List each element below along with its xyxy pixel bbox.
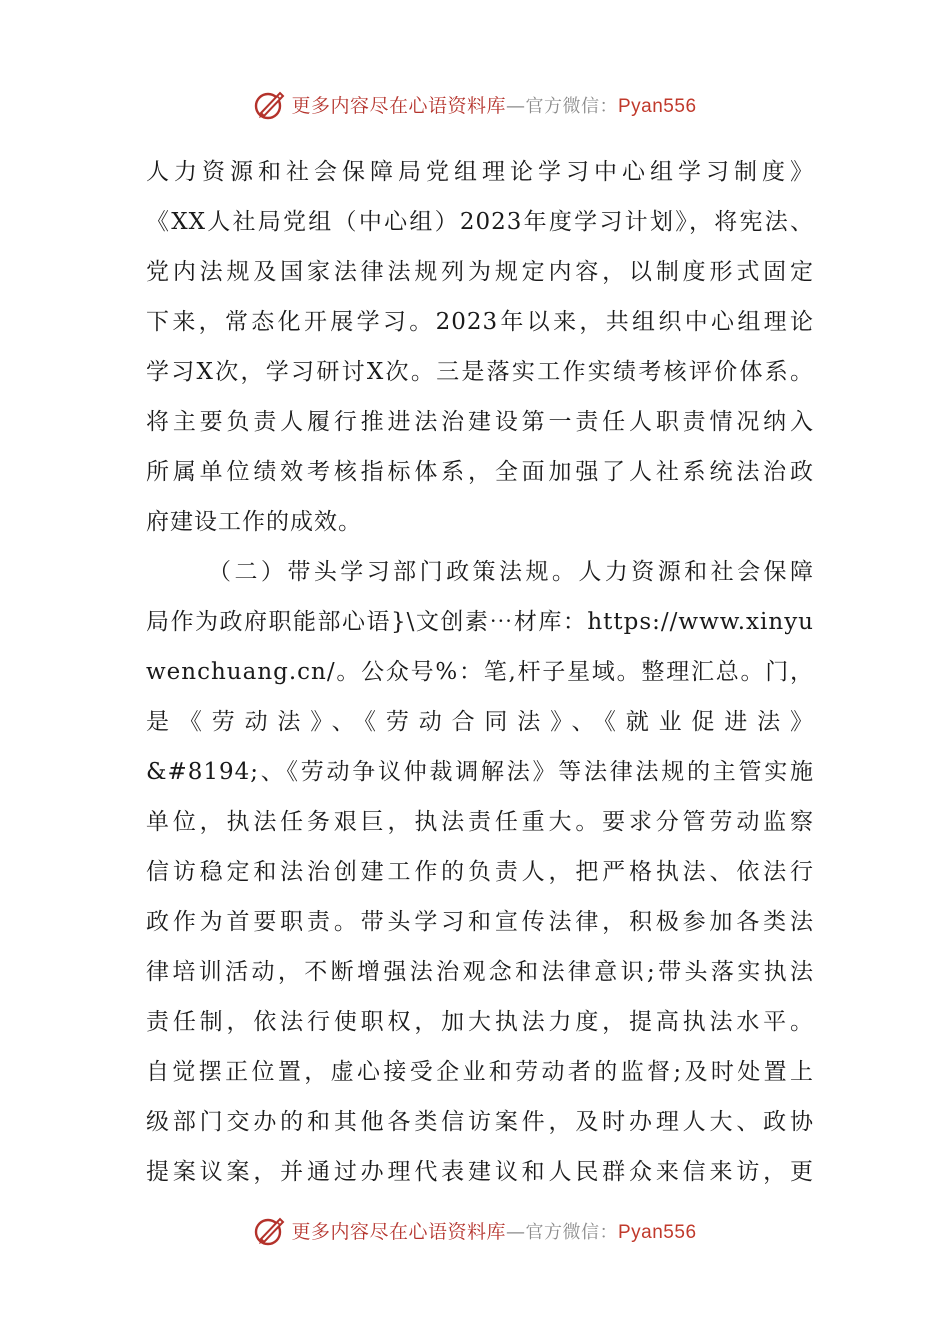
watermark-official-text: 官方微信： bbox=[525, 95, 618, 117]
text-line: 党内法规及国家法律法规列为规定内容，以制度形式固定 bbox=[146, 259, 814, 285]
watermark-dash: — bbox=[506, 94, 526, 117]
watermark-wechat-id: Pyan556 bbox=[618, 95, 697, 117]
text-line: 单位，执法任务艰巨，执法责任重大。要求分管劳动监察 bbox=[146, 809, 814, 835]
text-line: 律培训活动，不断增强法治观念和法律意识;带头落实执法 bbox=[146, 959, 814, 985]
watermark-wechat-id: Pyan556 bbox=[618, 1221, 697, 1243]
document-body bbox=[146, 150, 814, 1200]
text-line: 人力资源和社会保障局党组理论学习中心组学习制度》 bbox=[146, 159, 814, 185]
text-line: wenchuang.cn/。公众号%：笔,杆子星域。整理汇总。门， bbox=[146, 659, 814, 685]
text-line: 府建设工作的成效。 bbox=[146, 509, 362, 535]
text-line: （二）带头学习部门政策法规。人力资源和社会保障 bbox=[208, 559, 814, 585]
text-line: 学习X次，学习研讨X次。三是落实工作实绩考核评价体系。 bbox=[146, 359, 814, 385]
text-line: 将主要负责人履行推进法治建设第一责任人职责情况纳入 bbox=[146, 409, 814, 435]
text-line: &#8194;、《劳动争议仲裁调解法》等法律法规的主管实施 bbox=[146, 759, 814, 785]
text-line: 级部门交办的和其他各类信访案件，及时办理人大、政协 bbox=[146, 1109, 814, 1135]
watermark-dash: — bbox=[506, 1220, 526, 1243]
text-line: 责任制，依法行使职权，加大执法力度，提高执法水平。 bbox=[146, 1009, 814, 1035]
text-line: 下来，常态化开展学习。2023年以来，共组织中心组理论 bbox=[146, 309, 814, 335]
text-line: 所属单位绩效考核指标体系，全面加强了人社系统法治政 bbox=[146, 459, 814, 485]
watermark-text bbox=[291, 91, 696, 118]
text-line: 提案议案，并通过办理代表建议和人民群众来信来访，更 bbox=[146, 1159, 814, 1185]
footer-watermark bbox=[0, 1210, 950, 1250]
pen-logo-icon bbox=[253, 87, 287, 121]
text-line: 信访稳定和法治创建工作的负责人，把严格执法、依法行 bbox=[146, 859, 814, 885]
pen-logo-icon bbox=[253, 1213, 287, 1247]
header-watermark bbox=[0, 84, 950, 124]
text-line: 《XX人社局党组（中心组）2023年度学习计划》，将宪法、 bbox=[146, 209, 814, 235]
text-line: 是《劳动法》、《劳动合同法》、《就业促进法》 bbox=[146, 709, 814, 735]
text-line: 局作为政府职能部心语}\文创素⋯材库：https://www.xinyu bbox=[146, 609, 814, 635]
watermark-site-text: 更多内容尽在心语资料库 bbox=[291, 1220, 506, 1243]
watermark-text bbox=[291, 1217, 696, 1244]
text-line: 政作为首要职责。带头学习和宣传法律，积极参加各类法 bbox=[146, 909, 814, 935]
watermark-official-text: 官方微信： bbox=[525, 1221, 618, 1243]
watermark-site-text: 更多内容尽在心语资料库 bbox=[291, 94, 506, 117]
text-line: 自觉摆正位置，虚心接受企业和劳动者的监督;及时处置上 bbox=[146, 1059, 814, 1085]
